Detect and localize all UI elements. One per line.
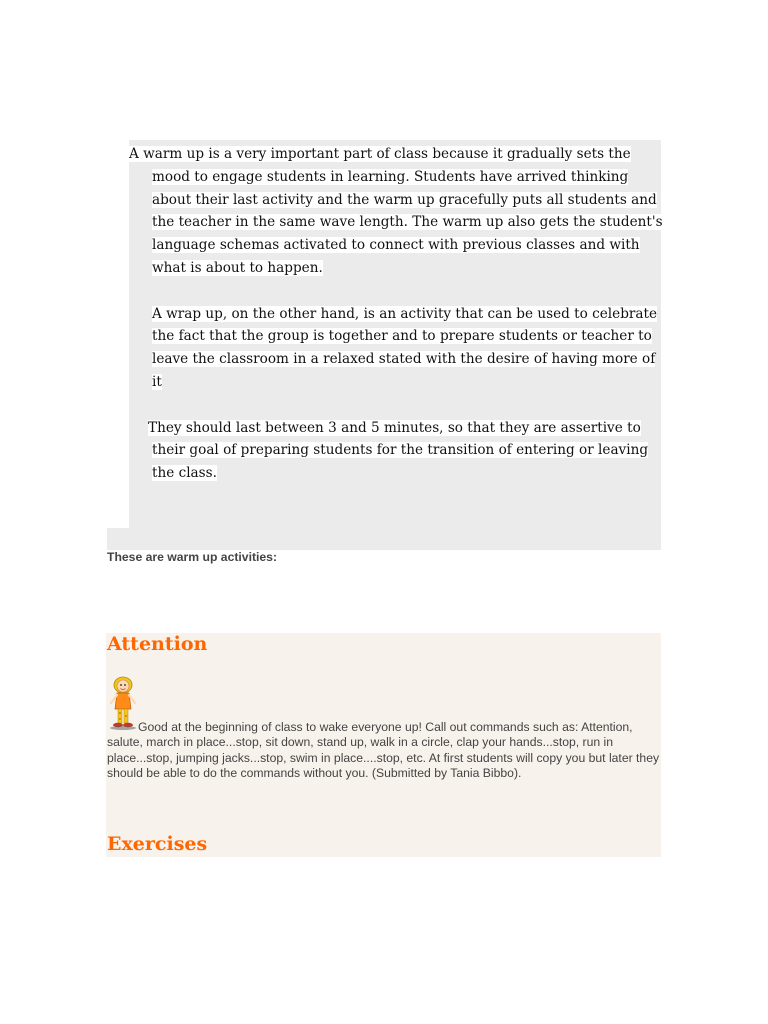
- intro-box-lower: [107, 528, 661, 550]
- intro-paragraph-3: They should last between 3 and 5 minutes, so that they are assertive to their goal of preparing students for the transition of entering or leaving the class.: [148, 419, 649, 482]
- intro-paragraph-1: A warm up is a very important part of class because it gradually sets the mood to engage students in learning. Students have arrived thinking about their last activity and the warm up gracefully puts all students and the teacher in the same wave length. The warm up also gets the student's language schemas activated to connect with previous classes and with what is about to happen.: [129, 146, 663, 276]
- activity-title-exercises: Exercises: [107, 833, 208, 855]
- activities-subtitle: These are warm up activities:: [107, 550, 278, 564]
- activity-title-attention: Attention: [107, 633, 208, 655]
- activity-description-attention: Good at the beginning of class to wake everyone up! Call out commands such as: Attention, salute, march in place...stop, sit down, stand up, walk in a circle, clap your hands...stop, run in place...stop, jumping jacks...stop, swim in place....stop, etc. At first students will copy you but later they should be able to do the commands without you. (Submitted by Tania Bibbo).: [107, 720, 660, 781]
- intro-text: [129, 143, 664, 485]
- intro-paragraph-2: A wrap up, on the other hand, is an activity that can be used to celebrate the fact that the group is together and to prepare students or teacher to leave the classroom in a relaxed stated with the desire of having more of it: [152, 305, 658, 390]
